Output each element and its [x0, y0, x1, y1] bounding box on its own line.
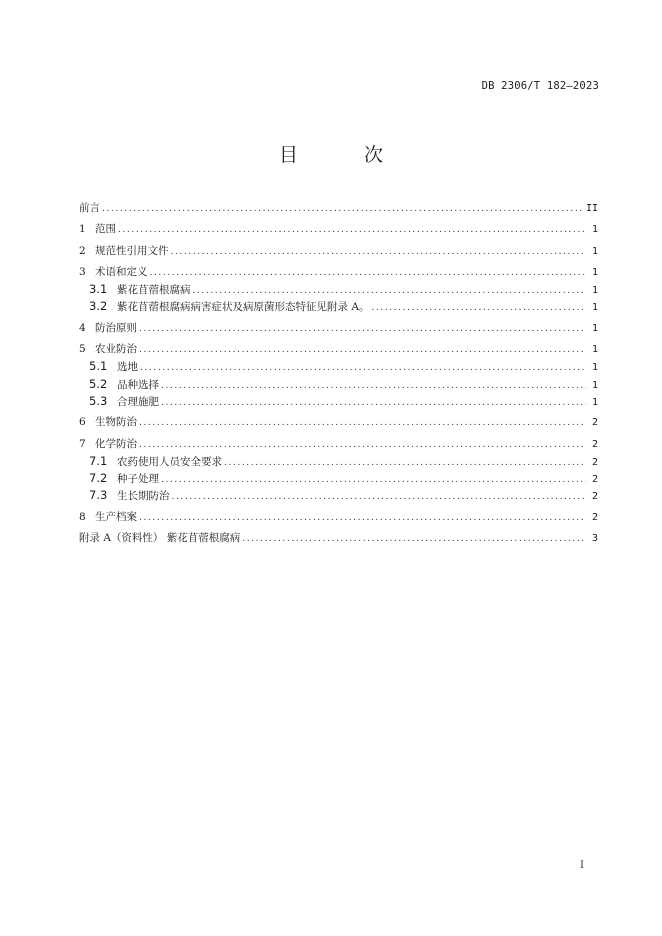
toc-entry-appendix-a[interactable] [79, 530, 598, 547]
toc-entry-label: 农业防治 [95, 343, 137, 356]
toc-entry-label: 生物防治 [95, 416, 137, 429]
toc-entry-8[interactable] [79, 509, 598, 526]
toc-entry-number: 5.2 [89, 376, 108, 391]
toc-entry-page: 1 [591, 245, 598, 257]
toc-leader-dots [139, 437, 586, 454]
toc-entry-label: 合理施肥 [117, 395, 159, 408]
document-code: DB 2306/T 182—2023 [481, 80, 599, 92]
toc-entry-page: 1 [591, 322, 598, 334]
toc-entry-1[interactable] [79, 221, 598, 238]
toc-entry-label: 紫花苜蓿根腐病病害症状及病原菌形态特征见附录 A。 [117, 301, 370, 314]
toc-entry-page: 1 [591, 285, 598, 297]
toc-entry-label: 品种选择 [117, 378, 159, 391]
toc-entry-3-2[interactable] [79, 298, 598, 315]
toc-entry-page: II [585, 203, 598, 214]
toc-entry-7-2[interactable] [79, 470, 598, 487]
toc-entry-number: 7.3 [89, 488, 108, 503]
toc-entry-page: 1 [591, 224, 598, 236]
toc-entry-page: 1 [591, 396, 598, 408]
toc-entry-5[interactable] [79, 341, 598, 358]
toc-entry-page: 1 [591, 362, 598, 374]
toc-entry-page: 1 [591, 266, 598, 278]
toc-entry-label: 附录 A（资料性） 紫花苜蓿根腐病 [79, 532, 241, 545]
toc-entry-number: 8 [79, 510, 86, 523]
toc-leader-dots [139, 342, 586, 359]
toc-entry-2[interactable] [79, 243, 598, 260]
toc-entry-number: 3.2 [89, 299, 108, 314]
toc-entry-3[interactable] [79, 264, 598, 281]
toc-entry-label: 选地 [117, 361, 138, 374]
toc-leader-dots [140, 360, 586, 377]
toc-entry-label: 种子处理 [117, 473, 159, 486]
page-title: 目 次 [278, 144, 414, 166]
toc-entry-7-3[interactable] [79, 487, 598, 504]
toc-leader-dots [161, 395, 586, 412]
toc-entry-3-1[interactable] [79, 281, 598, 298]
toc-entry-label: 农药使用人员安全要求 [117, 455, 222, 468]
toc-leader-dots [139, 321, 586, 338]
toc-leader-dots [371, 300, 586, 317]
toc-entry-6[interactable] [79, 414, 598, 431]
toc-leader-dots [172, 489, 587, 506]
toc-entry-number: 4 [79, 321, 86, 334]
toc-entry-label: 化学防治 [95, 437, 137, 450]
toc-leader-dots [102, 201, 582, 218]
toc-entry-7-1[interactable] [79, 453, 598, 470]
toc-entry-5-2[interactable] [79, 376, 598, 393]
toc-leader-dots [171, 244, 587, 261]
toc-leader-dots [161, 378, 586, 395]
toc-entry-number: 6 [79, 416, 86, 429]
toc-entry-page: 2 [591, 456, 598, 468]
toc-entry-page: 2 [591, 438, 598, 450]
toc-entry-label: 规范性引用文件 [95, 244, 169, 257]
toc-entry-page: 2 [591, 491, 598, 503]
toc-entry-number: 7.2 [89, 471, 108, 486]
toc-entry-page: 1 [591, 344, 598, 356]
toc-entry-number: 3.1 [89, 282, 108, 297]
toc-leader-dots [161, 472, 586, 489]
toc-entry-number: 2 [79, 244, 86, 257]
toc-leader-dots [139, 415, 586, 432]
table-of-contents [79, 200, 598, 547]
toc-entry-label: 术语和定义 [95, 265, 148, 278]
toc-entry-number: 5.3 [89, 393, 108, 408]
toc-entry-foreword[interactable] [79, 200, 598, 217]
toc-entry-number: 5 [79, 343, 86, 356]
toc-entry-page: 1 [591, 379, 598, 391]
toc-entry-page: 3 [591, 533, 598, 545]
toc-leader-dots [224, 455, 586, 472]
toc-entry-number: 1 [79, 223, 86, 236]
toc-leader-dots [150, 265, 587, 282]
toc-leader-dots [118, 222, 586, 239]
toc-entry-number: 3 [79, 265, 86, 278]
toc-entry-4[interactable] [79, 320, 598, 337]
toc-entry-label: 紫花苜蓿根腐病 [117, 284, 191, 297]
toc-entry-page: 1 [591, 302, 598, 314]
toc-leader-dots [193, 283, 587, 300]
toc-entry-label: 防治原则 [95, 321, 137, 334]
toc-entry-number: 7 [79, 437, 86, 450]
toc-entry-page: 2 [591, 417, 598, 429]
toc-entry-label: 前言 [79, 202, 100, 214]
toc-leader-dots [139, 510, 586, 527]
toc-entry-page: 2 [591, 474, 598, 486]
toc-leader-dots [242, 531, 586, 548]
page-number: I [580, 860, 584, 871]
toc-entry-page: 2 [591, 511, 598, 523]
toc-entry-label: 生产档案 [95, 510, 137, 523]
toc-entry-7[interactable] [79, 436, 598, 453]
toc-entry-number: 7.1 [89, 453, 108, 468]
toc-entry-5-1[interactable] [79, 358, 598, 375]
toc-entry-number: 5.1 [89, 359, 108, 374]
toc-entry-label: 生长期防治 [117, 490, 170, 503]
toc-entry-5-3[interactable] [79, 393, 598, 410]
toc-entry-label: 范围 [95, 223, 116, 236]
